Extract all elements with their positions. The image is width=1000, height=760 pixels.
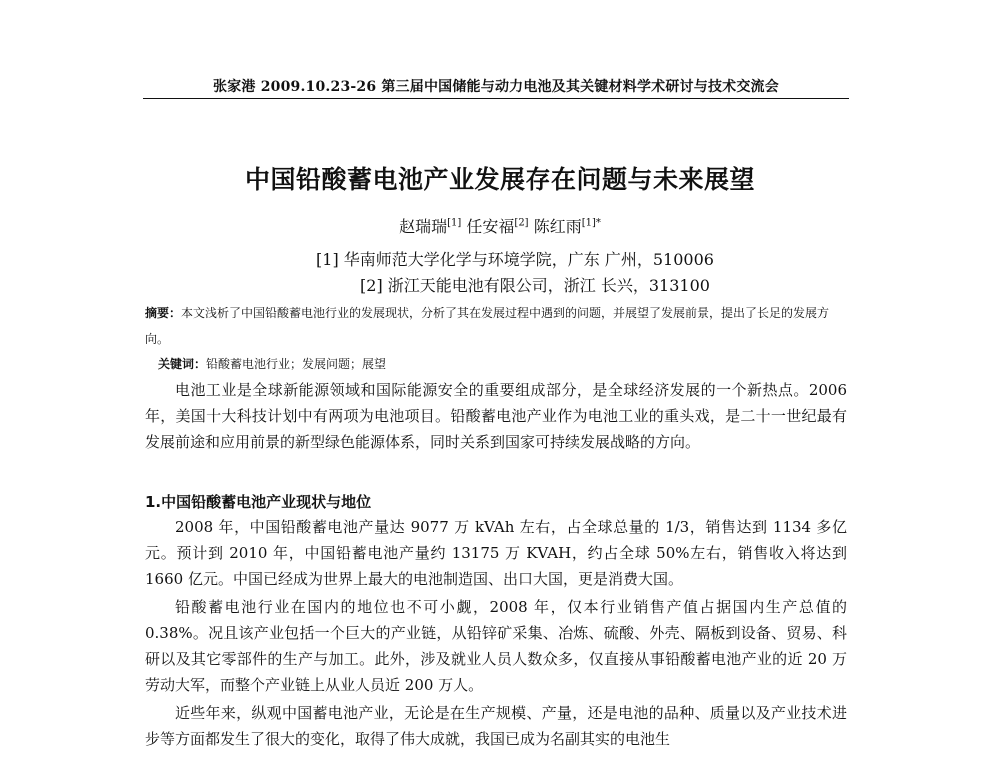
conference-header: 张家港 2009.10.23-26 第三届中国储能与动力电池及其关键材料学术研讨与技术交流会 (213, 79, 779, 95)
section-heading: 1.中国铅酸蓄电池产业现状与地位 (145, 493, 372, 511)
author-name: 陈红雨 (533, 217, 582, 236)
header-rule (143, 98, 849, 99)
body-paragraph: 2008 年，中国铅酸蓄电池产量达 9077 万 kVAh 左右，占全球总量的 1/3，销售达到 1134 多亿元。预计到 2010 年，中国铅蓄电池产量约 13175 万 KVAH，约占全球 50%左右，销售收入将达到 1660 亿元。中国已经成为世界上最大的电池制造国、出口大国，更是消费大国。 (145, 518, 847, 588)
author-name: 任安福 (466, 217, 515, 236)
body-paragraph: 铅酸蓄电池行业在国内的地位也不可小觑，2008 年，仅本行业销售产值占据国内生产总值的 0.38%。况且该产业包括一个巨大的产业链，从铅锌矿采集、冶炼、硫酸、外壳、隔板到设备、贸易、科研以及其它零部件的生产与加工。此外，涉及就业人员人数众多，仅直接从事铅酸蓄电池产业的近 20 万劳动大军，而整个产业链上从业人员近 200 万人。 (145, 598, 847, 694)
author-line (0, 214, 1000, 237)
section-body (145, 514, 847, 592)
author-name: 赵瑞瑞 (399, 217, 448, 236)
author-affiliation-mark: [2] (514, 217, 529, 229)
abstract (145, 300, 847, 352)
body-paragraph: 近些年来，纵观中国蓄电池产业，无论是在生产规模、产量，还是电池的品种、质量以及产业技术进步等方面都发生了很大的变化，取得了伟大成就，我国已成为名副其实的电池生 (145, 704, 847, 748)
abstract-text: 本文浅析了中国铅酸蓄电池行业的发展现状，分析了其在发展过程中遇到的问题，并展望了发展前景，提出了长足的发展方向。 (145, 306, 830, 346)
author-affiliation-mark: [1] (447, 217, 462, 229)
intro-paragraph: 电池工业是全球新能源领域和国际能源安全的重要组成部分，是全球经济发展的一个新热点。2006 年，美国十大科技计划中有两项为电池项目。铅酸蓄电池产业作为电池工业的重头戏，是二十一世纪最有发展前途和应用前景的新型绿色能源体系，同时关系到国家可持续发展战略的方向。 (145, 381, 847, 451)
intro-section (145, 377, 847, 455)
keywords-text: 铅酸蓄电池行业；发展问题；展望 (206, 357, 387, 371)
affiliation-1: [1] 华南师范大学化学与环境学院，广东 广州，510006 (316, 250, 714, 269)
affiliation-2: [2] 浙江天能电池有限公司，浙江 长兴，313100 (360, 276, 710, 295)
keywords-label: 关键词： (158, 357, 207, 371)
keywords (158, 355, 848, 372)
paper-title: 中国铅酸蓄电池产业发展存在问题与未来展望 (244, 165, 755, 194)
section-body (145, 700, 847, 752)
section-body (145, 594, 847, 698)
author-affiliation-mark: [1]* (581, 217, 601, 229)
abstract-label: 摘要： (145, 306, 182, 320)
